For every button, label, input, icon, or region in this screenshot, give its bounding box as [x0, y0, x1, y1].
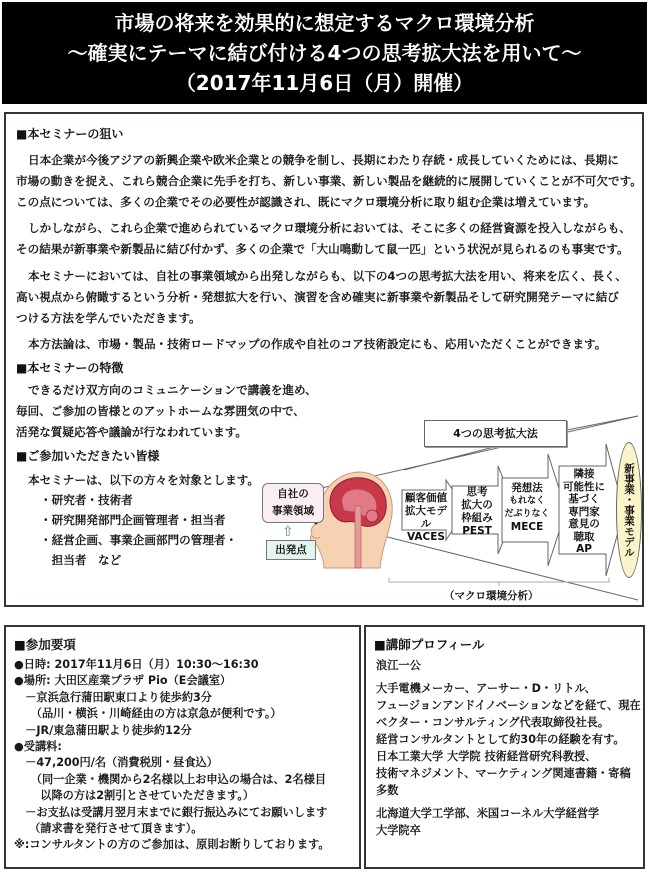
requirement-access: －京浜急行蒲田駅東口より徒歩約3分: [14, 690, 212, 704]
requirement-fee-discount: 以降の方は2割引とさせていただきます。）: [14, 789, 255, 803]
requirement-access: －JR/東急蒲田駅より徒歩約12分: [14, 723, 192, 737]
seminar-title: 市場の将来を効果的に想定するマクロ環境分析: [114, 11, 535, 35]
requirement-venue: ●場所: 大田区産業プラザ Pio（E会議室）: [14, 674, 232, 688]
pest-arrow: 思考 拡大の 枠組み PEST: [461, 486, 493, 537]
career-line: フュージョンアンドイノベーションなどを経て、現在: [376, 699, 641, 712]
requirement-fee-label: ●受講料:: [14, 740, 62, 754]
profile-content: [376, 657, 641, 839]
requirements-list: [14, 657, 330, 854]
own-business-domain-box: 自社の 事業領域: [262, 483, 324, 523]
aim-paragraph-1: 日本企業が今後アジアの新興企業や欧米企業との競争を制し、長期にわたり存続・成長していくためには、長期に 市場の動きを捉え、これら競合企業に先手を打ち、新しい事業、新しい製品を継続的に展開していくことが不可欠です。 この点については、多くの企業でその必要性が認識され、既にマクロ環境分析に取り組む企業は増えています。: [16, 153, 642, 209]
participation-requirements-box: [4, 625, 361, 869]
aim-paragraph-4: 本方法論は、市場・製品・技術ロードマップの作成や自社のコア技術設定にも、応用いただくことができます。: [28, 337, 607, 351]
requirement-consultant-note: ※:コンサルタントの方のご参加は、原則お断りしております。: [14, 838, 330, 852]
instructor-profile-box: [364, 625, 645, 869]
career-line: ベクター・コンサルティング代表取締役社長。: [376, 716, 610, 729]
start-point-box: 出発点: [266, 540, 316, 560]
audience-item: ・研究者・技術者: [40, 493, 133, 507]
audience-intro: 本セミナーは、以下の方々を対象とします。: [28, 473, 259, 487]
requirement-payment-note: （請求書を発行させて頂きます）。: [14, 822, 203, 836]
requirement-fee: －47,200円/名（消費税別・昼食込）: [14, 756, 218, 770]
career-line: 技術マネジメント、マーケティング関連書籍・寄稿: [376, 767, 631, 780]
profile-heading: ■講師プロフィール: [374, 637, 485, 652]
seminar-overview-box: [4, 112, 644, 607]
career-line: 経営コンサルタントとして約30年の経験を有す。: [376, 733, 625, 746]
requirement-access-note: （品川・横浜・川崎経由の方は京急が便利です。）: [14, 707, 282, 721]
features-paragraph: できるだけ双方向のコミュニケーションで講義を進め、 毎回、ご参加の皆様とのアットホームな雰囲気の中で、 活発な質疑応答や議論が行なわれています。: [16, 383, 317, 439]
mece-arrow: 発想法 もれなく だぶりなく MECE: [504, 482, 550, 533]
requirement-payment: －お支払は受講月翌月末までに銀行振込みにてお願いします: [14, 805, 328, 819]
seminar-date: （2017年11月6日（月）開催）: [175, 71, 474, 95]
macro-environment-label: （マクロ環境分析）: [444, 590, 539, 602]
audience-list: [28, 470, 259, 570]
audience-item: 担当者 など: [40, 553, 122, 567]
education-line: 大学院卒: [376, 824, 421, 837]
audience-item: ・研究開発部門企画管理者・担当者: [40, 513, 226, 527]
seminar-subtitle: ～確実にテーマに結び付ける4つの思考拡大法を用いて～: [67, 41, 582, 65]
seminar-header: [2, 2, 647, 104]
method-title-box: 4つの思考拡大法: [424, 420, 567, 447]
audience-item: ・経営企画、事業企画部門の管理者・: [40, 533, 238, 547]
career-line: 日本工業大学 大学院 技術経営研究科教授、: [376, 750, 597, 763]
instructor-name: 浪江一公: [376, 659, 421, 672]
career-line: 大手電機メーカー、アーサー・D・リトル、: [376, 682, 596, 695]
ap-arrow: 隣接 可能性に 基づく 専門家 意見の 聴取 AP: [563, 468, 605, 555]
vaces-arrow: 顧客価値 拡大モデル VACES: [405, 492, 447, 543]
requirements-heading: ■参加要項: [14, 637, 76, 652]
requirement-date: ●日時: 2017年11月6日（月）10:30～16:30: [14, 658, 259, 671]
aim-paragraph-2: しかしながら、これら企業で進められているマクロ環境分析においては、そこに多くの経営資源を投入しながらも、 その結果が新事業や新製品に結び付かず、多くの企業で「大山鳴動して鼠一匹」という状況が見られるのも事実です。: [16, 221, 631, 256]
features-heading: ■本セミナーの特徴: [16, 361, 124, 375]
up-arrow-icon: ⇧: [282, 524, 294, 540]
career-line: 多数: [376, 784, 399, 797]
requirement-fee-discount: （同一企業・機関から2名様以上お申込の場合は、2名様目: [14, 772, 327, 786]
aim-heading: ■本セミナーの狙い: [16, 127, 124, 141]
new-business-model-ellipse: 新事業・事業モデル: [616, 442, 642, 578]
audience-heading: ■ご参加いただきたい皆様: [16, 449, 160, 463]
thinking-expansion-diagram: [254, 410, 644, 605]
aim-paragraph-3: 本セミナーにおいては、自社の事業領域から出発しながらも、以下の4つの思考拡大法を用い、将来を広く、長く、 高い視点から俯瞰するという分析・発想拡大を行い、演習を含め確実に新事業や新製品そして研究開発テーマに結び つける方法を学んでいただきます。: [16, 269, 627, 325]
education-line: 北海道大学工学部、米国コーネル大学経営学: [376, 807, 600, 820]
